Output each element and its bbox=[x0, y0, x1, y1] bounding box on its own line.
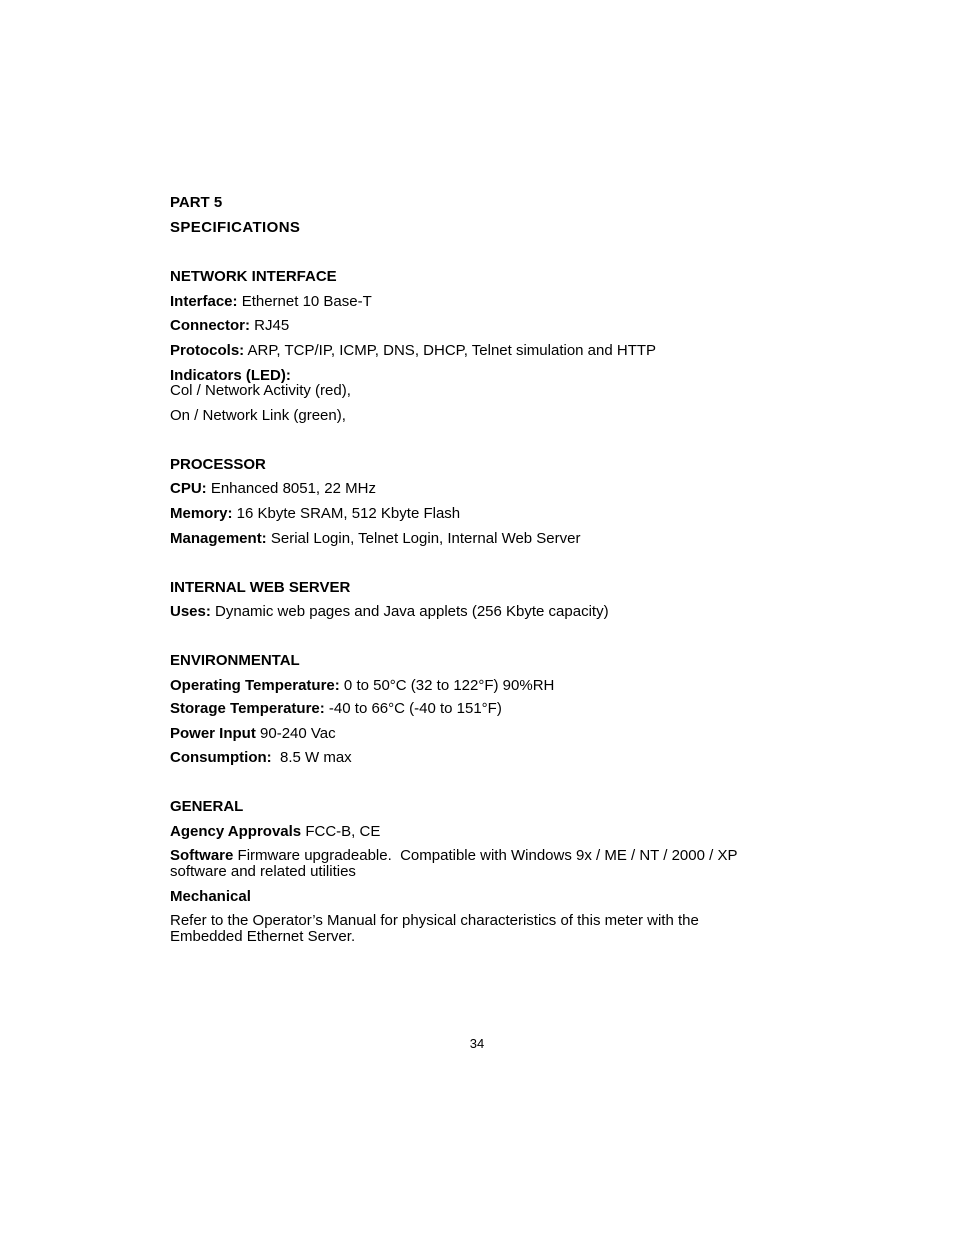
memory-label: Memory: bbox=[170, 505, 233, 522]
page-title: SPECIFICATIONS bbox=[170, 219, 301, 236]
management-label: Management: bbox=[170, 530, 267, 547]
cpu-value: Enhanced 8051, 22 MHz bbox=[206, 480, 376, 497]
environmental-heading: ENVIRONMENTAL bbox=[170, 652, 300, 669]
protocols-label: Protocols: bbox=[170, 342, 245, 359]
storage-temperature-value: -40 to 66°C (-40 to 151°F) bbox=[324, 700, 502, 717]
interface-spec bbox=[170, 294, 790, 310]
memory-spec bbox=[170, 506, 790, 522]
software-value-continued: software and related utilities bbox=[170, 863, 356, 880]
web-server-heading: INTERNAL WEB SERVER bbox=[170, 579, 351, 596]
consumption-spec bbox=[170, 750, 790, 766]
consumption-label: Consumption: bbox=[170, 749, 272, 766]
power-input-label: Power Input bbox=[170, 725, 256, 742]
protocols-spec bbox=[170, 343, 790, 359]
operating-temperature-value: 0 to 50°C (32 to 122°F) 90%RH bbox=[339, 677, 555, 694]
connector-label: Connector: bbox=[170, 317, 250, 334]
indicator-link: On / Network Link (green), bbox=[170, 407, 346, 424]
protocols-value: ARP, TCP/IP, ICMP, DNS, DHCP, Telnet simulation and HTTP bbox=[244, 342, 657, 359]
mechanical-text-line2: Embedded Ethernet Server. bbox=[170, 928, 356, 945]
power-input-spec bbox=[170, 726, 790, 742]
interface-value: Ethernet 10 Base-T bbox=[237, 293, 372, 310]
processor-heading: PROCESSOR bbox=[170, 456, 266, 473]
interface-label: Interface: bbox=[170, 293, 238, 310]
agency-approvals-spec bbox=[170, 824, 790, 840]
mechanical-label: Mechanical bbox=[170, 888, 251, 905]
connector-value: RJ45 bbox=[250, 317, 290, 334]
consumption-value: 8.5 W max bbox=[271, 749, 352, 766]
cpu-spec bbox=[170, 481, 790, 497]
general-heading: GENERAL bbox=[170, 798, 244, 815]
operating-temperature-spec bbox=[170, 678, 790, 694]
software-label: Software bbox=[170, 847, 234, 864]
network-interface-heading: NETWORK INTERFACE bbox=[170, 268, 337, 285]
part-label: PART 5 bbox=[170, 194, 223, 211]
uses-label: Uses: bbox=[170, 603, 211, 620]
management-spec bbox=[170, 531, 790, 547]
indicators-label: Indicators (LED): bbox=[170, 367, 291, 384]
agency-approvals-value: FCC-B, CE bbox=[301, 823, 381, 840]
software-spec bbox=[170, 848, 790, 864]
mechanical-text-line1: Refer to the Operator’s Manual for physical characteristics of this meter with the bbox=[170, 912, 699, 929]
software-value: Firmware upgradeable. Compatible with Windows 9x / ME / NT / 2000 / XP bbox=[233, 847, 738, 864]
storage-temperature-label: Storage Temperature: bbox=[170, 700, 325, 717]
agency-approvals-label: Agency Approvals bbox=[170, 823, 302, 840]
management-value: Serial Login, Telnet Login, Internal Web Server bbox=[266, 530, 581, 547]
page-number: 34 bbox=[469, 1036, 485, 1051]
memory-value: 16 Kbyte SRAM, 512 Kbyte Flash bbox=[232, 505, 461, 522]
uses-spec bbox=[170, 604, 790, 620]
indicator-activity: Col / Network Activity (red), bbox=[170, 382, 351, 399]
power-input-value: 90-240 Vac bbox=[255, 725, 336, 742]
uses-value: Dynamic web pages and Java applets (256 Kbyte capacity) bbox=[210, 603, 609, 620]
connector-spec bbox=[170, 318, 790, 334]
operating-temperature-label: Operating Temperature: bbox=[170, 677, 340, 694]
cpu-label: CPU: bbox=[170, 480, 207, 497]
storage-temperature-spec bbox=[170, 701, 790, 717]
